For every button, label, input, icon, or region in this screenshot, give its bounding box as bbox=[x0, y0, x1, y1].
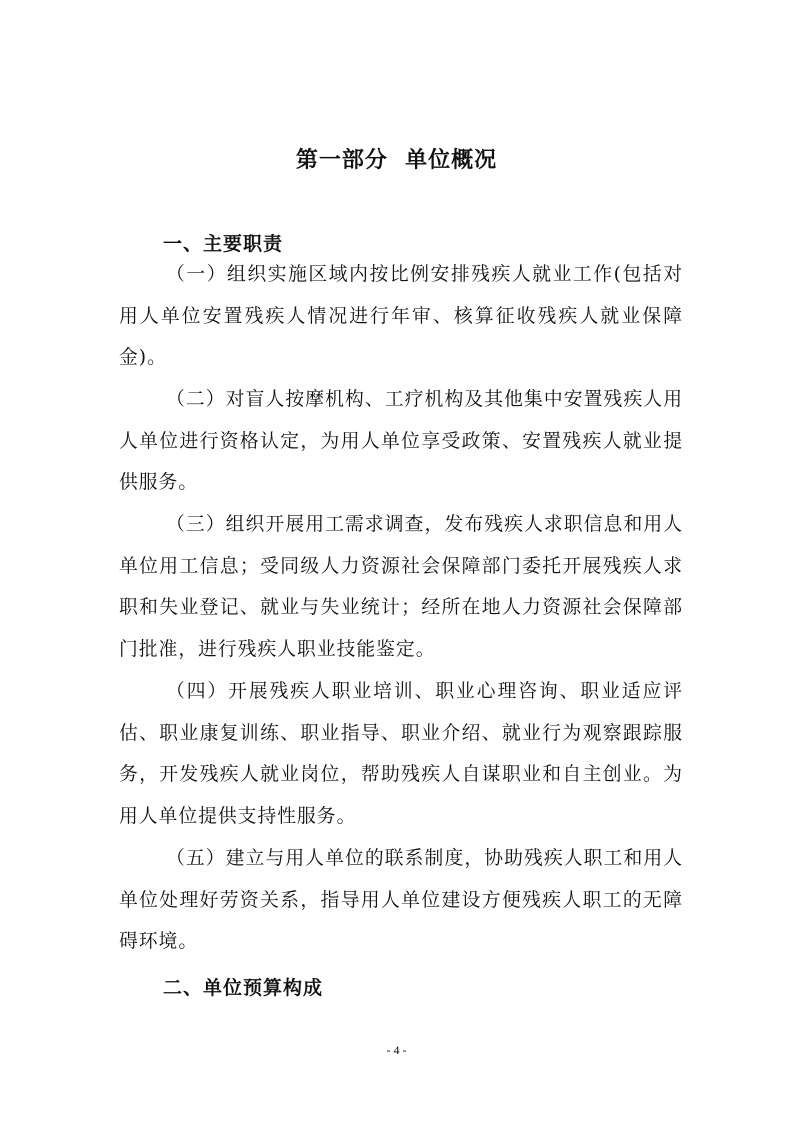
responsibility-paragraph-4: （四）开展残疾人职业培训、职业心理咨询、职业适应评估、职业康复训练、职业指导、职业介绍、就业行为观察跟踪服务，开发残疾人就业岗位，帮助残疾人自谋职业和自主创业。为用人单位提供支持性服务。 bbox=[119, 681, 683, 827]
responsibility-paragraph-2: （二）对盲人按摩机构、工疗机构及其他集中安置残疾人用人单位进行资格认定，为用人单位享受政策、安置残疾人就业提供服务。 bbox=[119, 389, 683, 493]
responsibility-paragraph-5: （五）建立与用人单位的联系制度，协助残疾人职工和用人单位处理好劳资关系，指导用人单位建设方便残疾人职工的无障碍环境。 bbox=[119, 848, 683, 952]
responsibility-paragraph-3: （三）组织开展用工需求调查，发布残疾人求职信息和用人单位用工信息；受同级人力资源社会保障部门委托开展残疾人求职和失业登记、就业与失业统计；经所在地人力资源社会保障部门批准，进行残疾人职业技能鉴定。 bbox=[119, 514, 683, 660]
section-heading-responsibilities: 一、主要职责 bbox=[163, 233, 284, 255]
page-number: - 4 - bbox=[386, 1043, 407, 1057]
page-title: 第一部分 单位概况 bbox=[295, 148, 498, 173]
section-heading-budget-composition: 二、单位预算构成 bbox=[163, 977, 324, 999]
responsibility-paragraph-1: （一）组织实施区域内按比例安排残疾人就业工作(包括对用人单位安置残疾人情况进行年审、核算征收残疾人就业保障金)。 bbox=[119, 264, 683, 368]
